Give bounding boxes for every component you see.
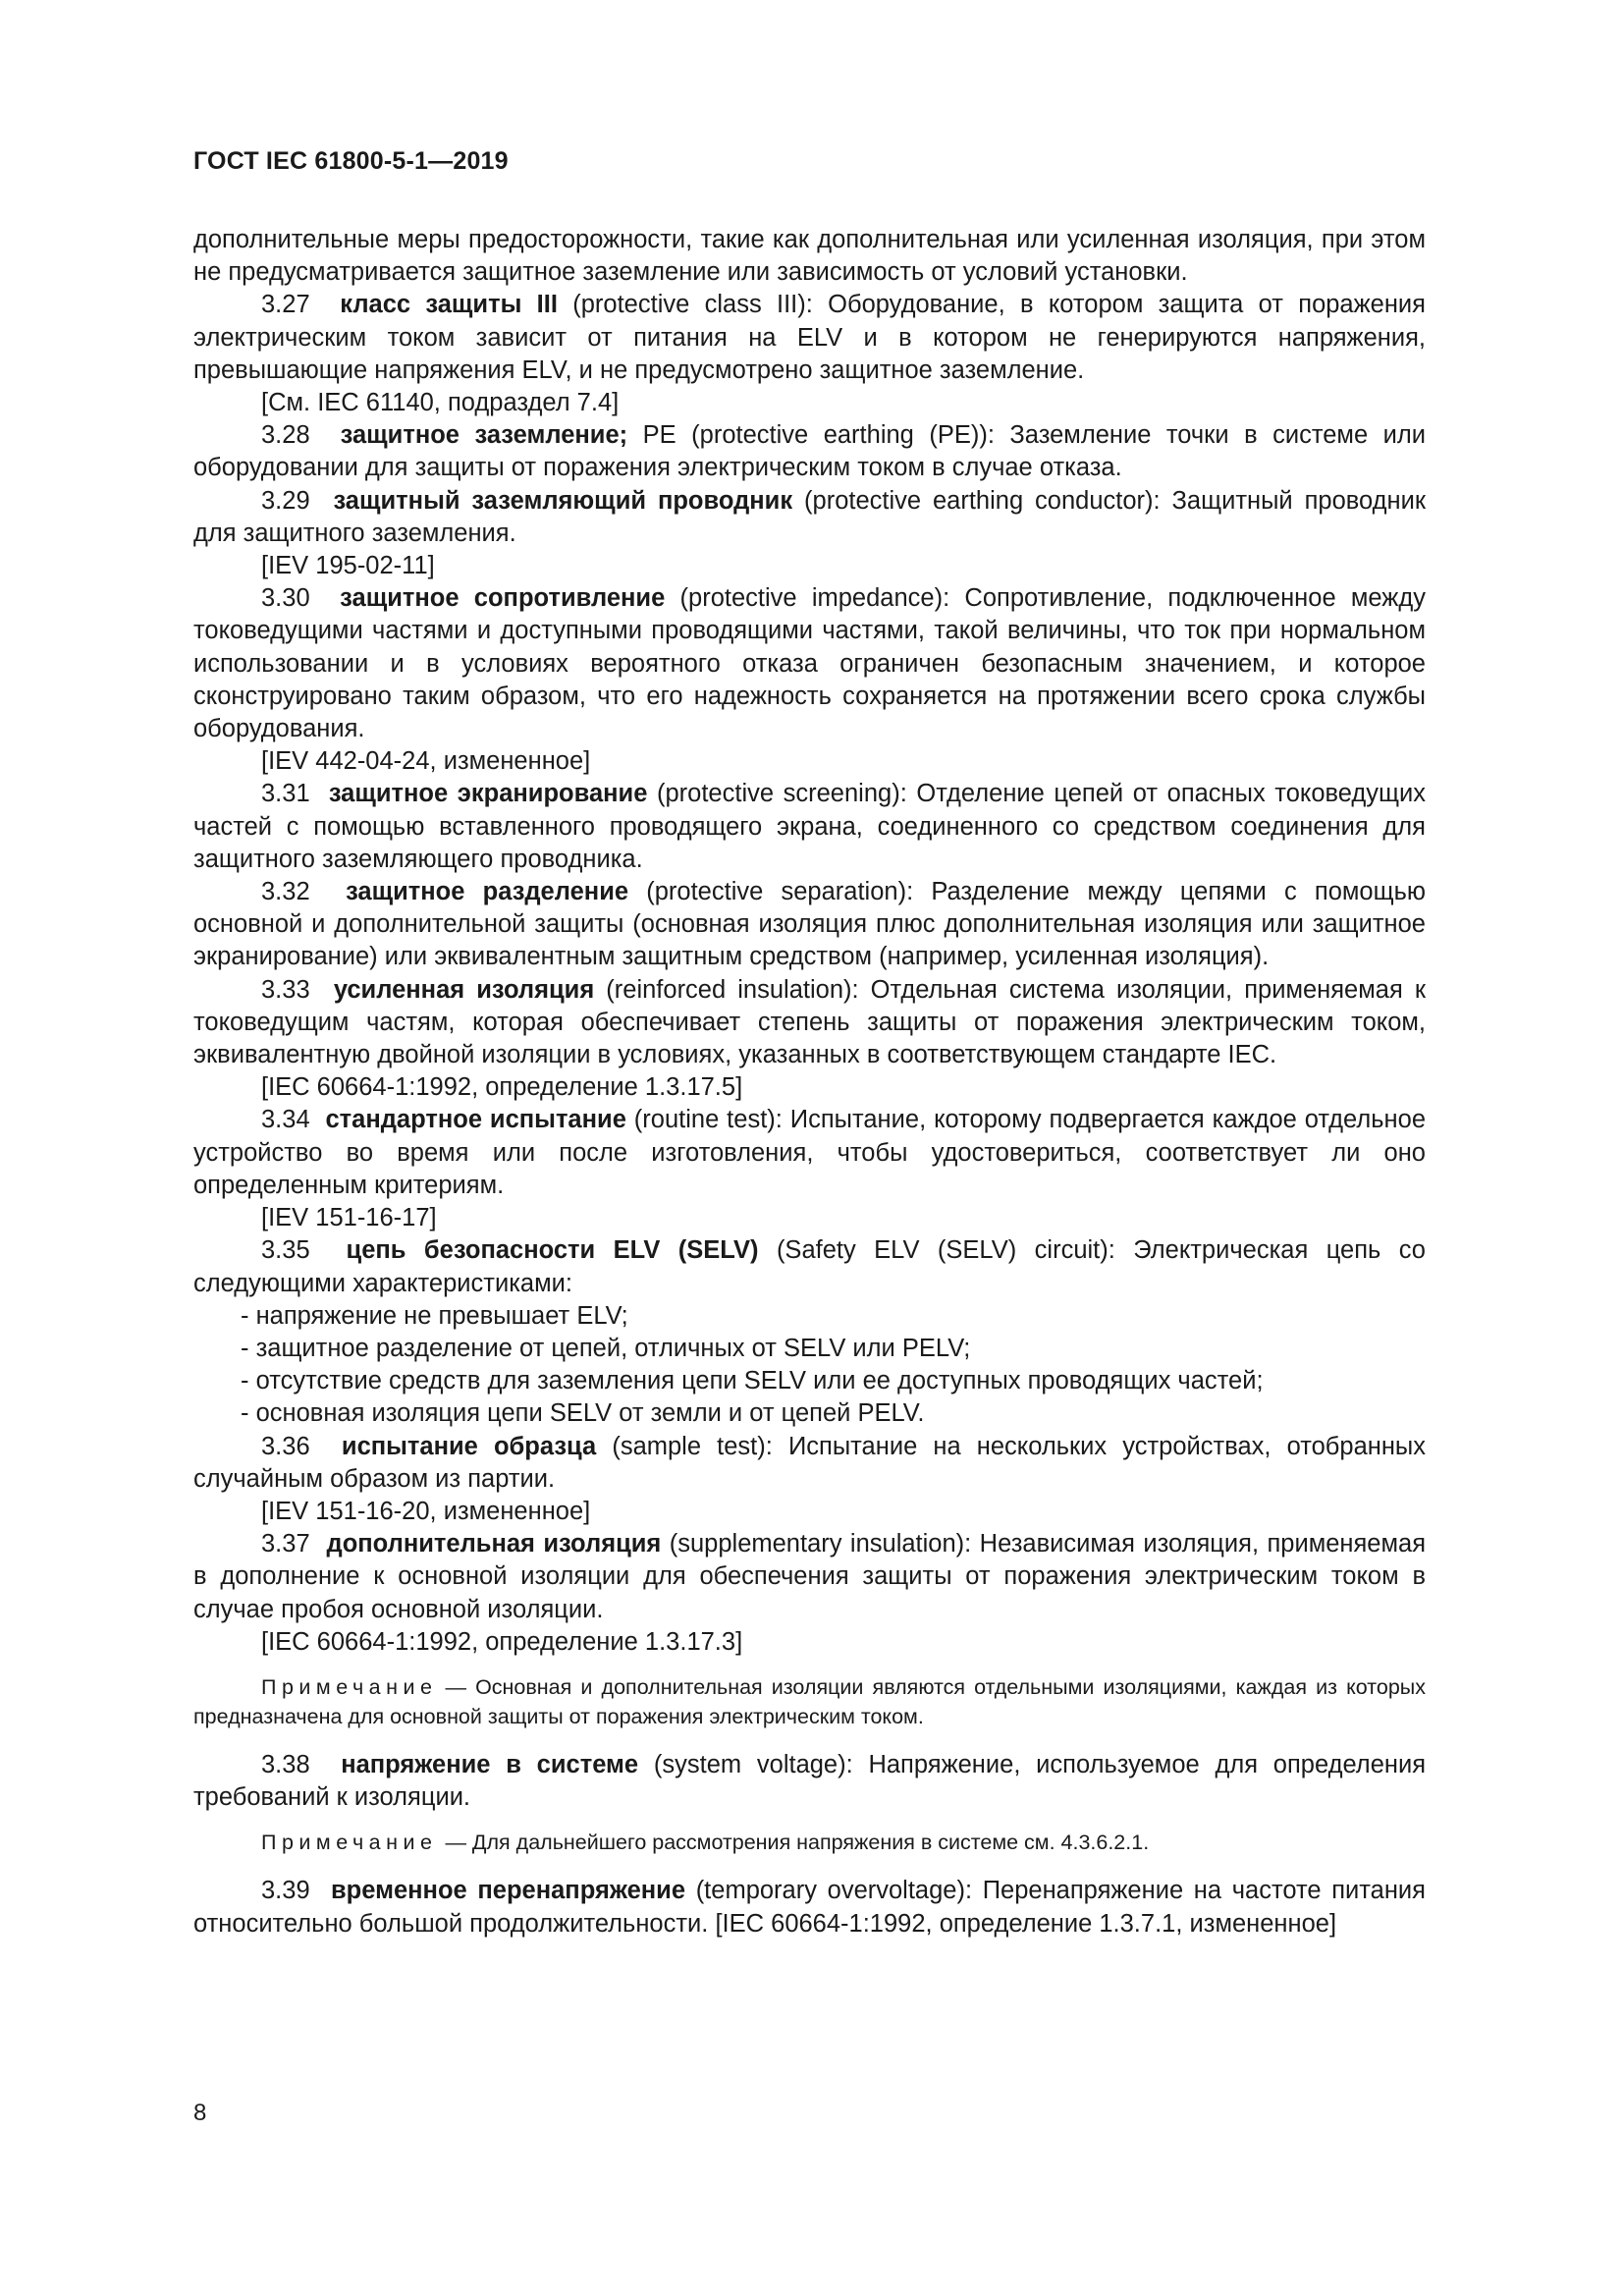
note-text: — Основная и дополнительная изоляции являются отдельными изоляциями, каждая из которых предназначена для основной защиты от поражения электрическим током. — [193, 1674, 1426, 1728]
definition-3-38 — [193, 1749, 1426, 1814]
document-header: ГОСТ IEC 61800-5-1—2019 — [193, 147, 509, 175]
clause-number: 3.39 — [261, 1877, 310, 1905]
clause-number: 3.35 — [261, 1236, 310, 1265]
definition-3-36 — [193, 1431, 1426, 1496]
document-body — [193, 224, 1426, 1941]
note-text: — Для дальнейшего рассмотрения напряжения в системе см. 4.3.6.2.1. — [445, 1831, 1150, 1855]
clause-number: 3.37 — [261, 1530, 310, 1558]
definition-text: PE (protective earthing (PE)): Заземление точки в системе или оборудовании для защиты от поражения электрическим током в случае отказа. — [193, 421, 1426, 482]
list-item: - основная изоляция цепи SELV от земли и от цепей PELV. — [241, 1399, 925, 1428]
definition-text: (routine test): Испытание, которому подвергается каждое отдельное устройство во время или после изготовления, чтобы удостовериться, соответствует ли оно определенным критериям. — [193, 1106, 1427, 1199]
term: дополнительная изоляция — [326, 1530, 662, 1558]
clause-number: 3.31 — [261, 780, 310, 808]
definition-3-29 — [193, 485, 1426, 550]
page-number: 8 — [193, 2100, 207, 2126]
definition-text: (protective class III): Оборудование, в котором защита от поражения электрическим током зависит от питания на ELV и в котором не генерируются напряжения, превышающие напряжения ELV, и не предусмотрено защитное заземление. — [193, 291, 1426, 384]
note — [193, 1828, 1426, 1857]
paragraph: дополнительные меры предосторожности, такие как дополнительная или усиленная изоляция, при этом не предусматривается защитное заземление или зависимость от условий установки. — [193, 226, 1426, 287]
definition-3-28 — [193, 419, 1426, 484]
definition-3-39 — [193, 1875, 1426, 1940]
clause-number: 3.29 — [261, 486, 310, 515]
definition-text: (temporary overvoltage): Перенапряжение на частоте питания относительно большой продолжительности. [IEC 60664-1:1992, определение 1.3.7.1, измененное] — [193, 1877, 1426, 1938]
clause-number: 3.36 — [261, 1432, 310, 1460]
reference: [IEC 60664-1:1992, определение 1.3.17.3] — [261, 1627, 743, 1656]
term: защитное разделение — [346, 878, 629, 906]
term: защитный заземляющий проводник — [333, 486, 793, 515]
definition-text: (protective separation): Разделение между цепями с помощью основной и дополнительной защиты (основная изоляция плюс дополнительная изоляция или защитное экранирование) или эквивалентным защитным средством (например, усиленная изоляция). — [193, 878, 1426, 971]
clause-number: 3.33 — [261, 975, 310, 1004]
term: усиленная изоляция — [333, 975, 595, 1004]
reference: [IEV 151-16-20, измененное] — [261, 1497, 591, 1525]
clause-number: 3.30 — [261, 584, 310, 613]
definition-text: (protective impedance): Сопротивление, подключенное между токоведущими частями и доступными проводящими частями, такой величины, что ток при нормальном использовании и в условиях вероятного отказа ограничен безопасным значением, и которое сконструировано таким образом, что его надежность сохраняется на протяжении всего срока службы оборудования. — [193, 584, 1426, 743]
note — [193, 1672, 1426, 1731]
definition-3-35 — [193, 1234, 1426, 1299]
clause-number: 3.38 — [261, 1750, 310, 1778]
definition-3-37 — [193, 1528, 1426, 1626]
term: класс защиты III — [340, 291, 558, 319]
term: цепь безопасности ELV (SELV) — [346, 1236, 759, 1265]
list-item: - защитное разделение от цепей, отличных от SELV или PELV; — [241, 1334, 971, 1362]
clause-number: 3.27 — [261, 291, 310, 319]
reference: [IEC 60664-1:1992, определение 1.3.17.5] — [261, 1073, 743, 1102]
definition-3-31 — [193, 778, 1426, 876]
definition-3-33 — [193, 974, 1426, 1072]
note-label: Примечание — [261, 1831, 438, 1855]
definition-text: (protective screening): Отделение цепей от опасных токоведущих частей с помощью вставленного проводящего экрана, соединенного со средством соединения для защитного заземляющего проводника. — [193, 780, 1426, 873]
term: испытание образца — [341, 1432, 597, 1460]
reference: [IEV 151-16-17] — [261, 1204, 437, 1232]
term: защитное экранирование — [328, 780, 648, 808]
definition-3-34 — [193, 1104, 1426, 1202]
definition-text: (sample test): Испытание на нескольких устройствах, отобранных случайным образом из партии. — [193, 1432, 1426, 1493]
definition-text: (protective earthing conductor): Защитный проводник для защитного заземления. — [193, 486, 1426, 547]
clause-number: 3.32 — [261, 878, 310, 906]
term: защитное сопротивление — [340, 584, 666, 613]
reference: [IEV 442-04-24, измененное] — [261, 747, 591, 776]
definition-text: (Safety ELV (SELV) circuit): Электрическая цепь со следующими характеристиками: — [193, 1236, 1426, 1297]
definition-text: (system voltage): Напряжение, используемое для определения требований к изоляции. — [193, 1750, 1427, 1812]
term: стандартное испытание — [325, 1106, 626, 1134]
definition-3-27 — [193, 289, 1426, 387]
definition-3-30 — [193, 582, 1426, 745]
clause-number: 3.28 — [261, 421, 310, 450]
note-label: Примечание — [261, 1674, 438, 1699]
definition-text: (reinforced insulation): Отдельная система изоляции, применяемая к токоведущим частям, которая обеспечивает степень защиты от поражения электрическим током, эквивалентную двойной изоляции в условиях, указанных в соответствующем стандарте IEC. — [193, 975, 1427, 1069]
term: защитное заземление; — [340, 421, 628, 450]
term: напряжение в системе — [341, 1750, 639, 1778]
definition-text: (supplementary insulation): Независимая изоляция, применяемая в дополнение к основной изоляции для обеспечения защиты от поражения электрическим током в случае пробоя основной изоляции. — [193, 1530, 1426, 1623]
list-item: - напряжение не превышает ELV; — [241, 1301, 628, 1330]
reference: [См. IEC 61140, подраздел 7.4] — [261, 389, 620, 417]
reference: [IEV 195-02-11] — [261, 552, 435, 580]
list-item: - отсутствие средств для заземления цепи SELV или ее доступных проводящих частей; — [241, 1367, 1264, 1395]
clause-number: 3.34 — [261, 1106, 310, 1134]
definition-3-32 — [193, 876, 1426, 974]
term: временное перенапряжение — [331, 1877, 686, 1905]
